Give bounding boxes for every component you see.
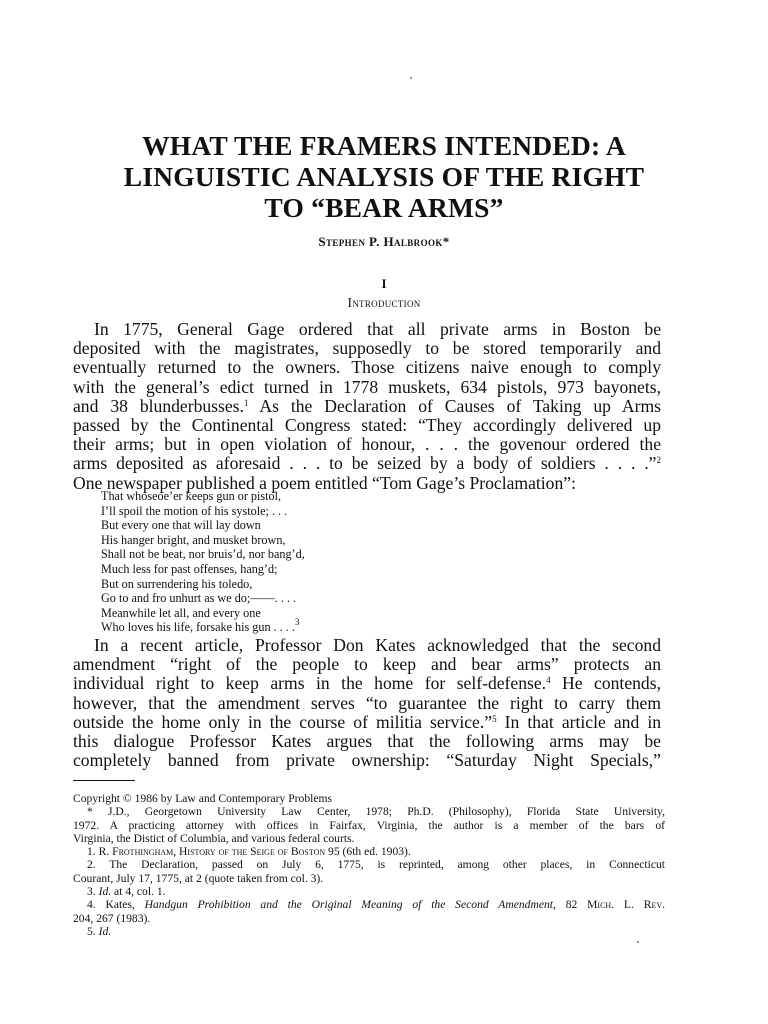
poem-line: His hanger bright, and musket brown,	[101, 532, 286, 547]
poem-line: But every one that will lay down	[101, 518, 261, 533]
title-line-2: LINGUISTIC ANALYSIS OF THE RIGHT	[123, 161, 645, 192]
section-title: Introduction	[347, 295, 421, 310]
citation-journal: Mich. L. Rev.	[587, 898, 666, 912]
footnote-5	[73, 925, 665, 938]
text-run: outside the home only in the course of militia service.”	[73, 711, 493, 732]
text-line	[73, 713, 661, 732]
text-line: deposited with the magistrates, supposedly to be stored temporarily and	[73, 338, 661, 359]
text-run: 3.	[87, 885, 99, 899]
text-run: As the Declaration of Causes of Taking up Arms	[248, 395, 661, 416]
text-run: and 38 blunderbusses.	[73, 395, 244, 416]
text-line: In 1775, General Gage ordered that all private arms in Boston be	[94, 319, 661, 339]
text-run: 4. Kates,	[87, 898, 145, 912]
text-run: at 4, col. 1.	[111, 885, 166, 899]
text-run: 5.	[87, 924, 99, 938]
footnote-author-line: Virginia, the Distict of Columbia, and various federal courts.	[73, 831, 355, 845]
citation-id: Id.	[98, 885, 112, 899]
footnote-ref-1[interactable]: 1	[243, 397, 249, 408]
footnote-3	[73, 885, 665, 898]
text-line: however, that the amendment serves “to guarantee the right to carry them	[73, 692, 661, 713]
footnote-2-cont: Courant, July 17, 1775, at 2 (quote taken from col. 3).	[73, 871, 324, 885]
text-run: In that article and in	[496, 711, 662, 732]
footnote-ref-5[interactable]: 5	[492, 713, 497, 724]
footnote-2: 2. The Declaration, passed on July 6, 1775, is reprinted, among other places, in Connecticut	[87, 858, 665, 872]
text-run: Who loves his life, forsake his gun . . . .	[101, 620, 295, 635]
text-run: , 82	[553, 898, 588, 912]
paragraph-1	[73, 320, 661, 493]
citation-title: Handgun Prohibition and the Original Meaning of the Second Amendment	[144, 898, 553, 912]
footnote-author-line: 1972. A practicing attorney with offices in Fairfax, Virginia, the author is a member of the bars of	[73, 818, 665, 832]
text-line: their arms; but in open violation of honour, . . . the govenour ordered the	[73, 434, 661, 455]
poem-line: But on surrendering his toledo,	[101, 576, 253, 591]
poem-line: Meanwhile let all, and every one	[101, 605, 261, 620]
text-line: with the general’s edict turned in 1778 muskets, 634 pistols, 973 bayonets,	[73, 376, 661, 397]
text-line: this dialogue Professor Kates argues that the following arms may be	[73, 730, 661, 751]
text-run: arms deposited as aforesaid . . . to be seized by a body of soldiers . . . .”	[73, 453, 657, 474]
text-line: amendment “right of the people to keep and bear arms” protects an	[73, 654, 661, 675]
footnote-author-line: * J.D., Georgetown University Law Center, 1978; Ph.D. (Philosophy), Florida State University,	[87, 805, 665, 819]
scan-speck	[637, 941, 639, 943]
poem-line: I’ll spoil the motion of his systole; . . .	[101, 503, 288, 518]
text-line: One newspaper published a poem entitled “Tom Gage’s Proclamation”:	[73, 472, 576, 493]
footnote-1	[73, 845, 665, 858]
poem-line: Go to and fro unhurt as we do;——. . . .	[101, 591, 296, 606]
footnote-ref-2[interactable]: 2	[656, 455, 661, 466]
citation-id: Id.	[98, 924, 112, 938]
poem-line: Shall not be beat, nor bruis’d, nor bang’d,	[101, 547, 305, 562]
text-run: individual right to keep arms in the home for self-defense.	[73, 673, 547, 694]
text-run: 95 (6th ed. 1903).	[325, 845, 411, 859]
section-number: I	[381, 276, 387, 291]
copyright-notice: Copyright © 1986 by Law and Contemporary Problems	[73, 792, 333, 805]
text-run: He contends,	[550, 673, 661, 694]
title-line-3: TO “BEAR ARMS”	[264, 192, 504, 223]
text-line	[73, 674, 661, 693]
footnote-4-cont: 204, 267 (1983).	[73, 911, 151, 925]
text-run: 1. R.	[87, 845, 113, 859]
footnote-divider	[73, 780, 135, 781]
text-line: eventually returned to the owners. Those citizens naive enough to comply	[73, 357, 661, 378]
footnotes	[73, 792, 665, 938]
poem-line: Much less for past offenses, hang’d;	[101, 561, 278, 576]
poem-line: That whoseoe’er keeps gun or pistol,	[101, 489, 282, 503]
article-title	[0, 130, 768, 223]
footnote-ref-4[interactable]: 4	[546, 675, 551, 686]
poem-line	[101, 617, 305, 635]
footnote-4	[73, 898, 665, 911]
text-line: completely banned from private ownership: “Saturday Night Specials,”	[73, 750, 661, 771]
poem-block	[101, 489, 305, 635]
title-line-1: WHAT THE FRAMERS INTENDED: A	[142, 130, 626, 161]
footnote-ref-3[interactable]: 3	[294, 617, 300, 628]
paragraph-2	[73, 636, 661, 770]
citation-title: Frothingham, History of the Seige of Boston	[112, 845, 326, 859]
author-byline: Stephen P. Halbrook*	[318, 234, 450, 249]
text-line: passed by the Continental Congress stated: “They accordingly delivered up	[73, 414, 661, 435]
text-line	[73, 454, 661, 473]
text-line: In a recent article, Professor Don Kates acknowledged that the second	[94, 635, 661, 655]
scan-speck	[410, 77, 412, 79]
text-line	[73, 397, 661, 416]
